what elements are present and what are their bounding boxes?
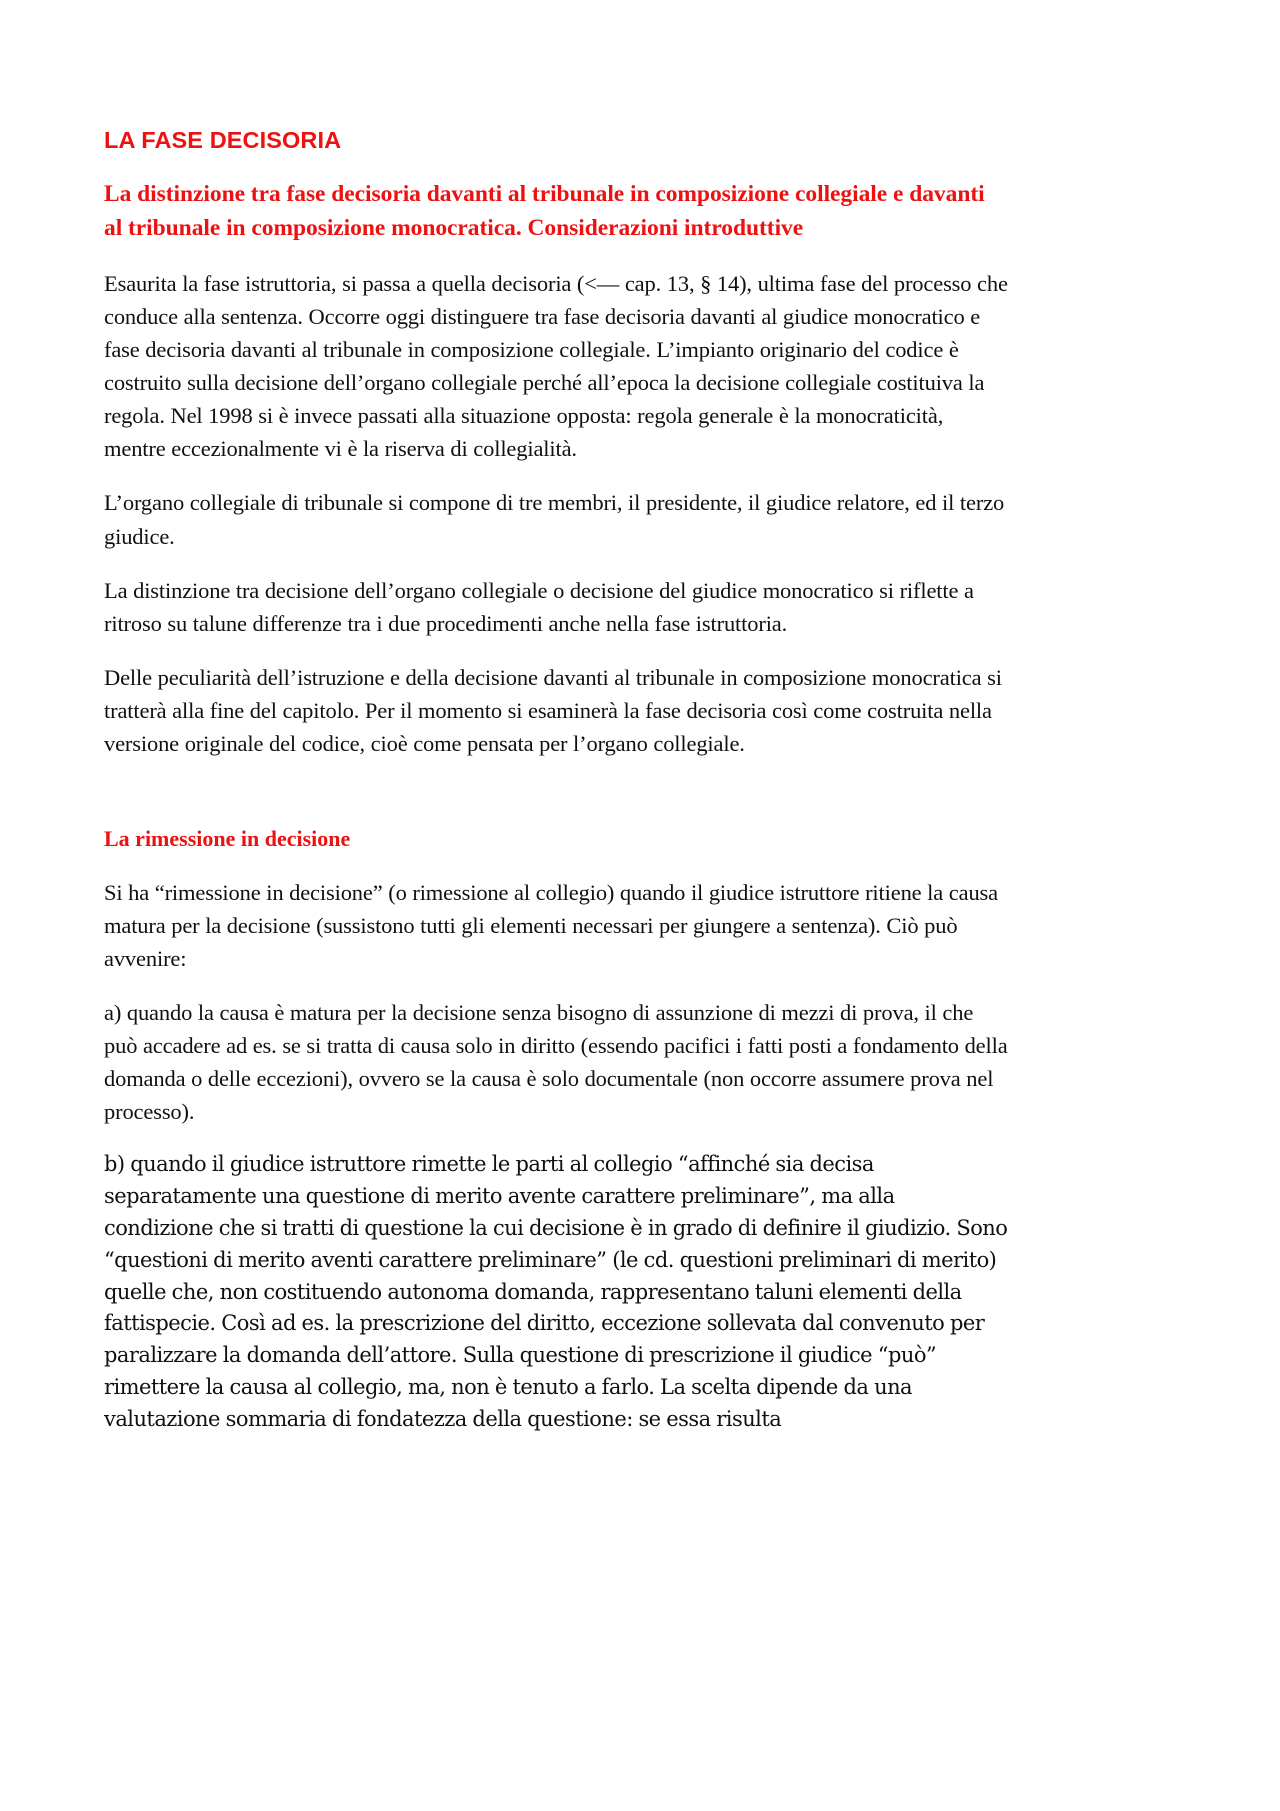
paragraph-item-a: a) quando la causa è matura per la decisione senza bisogno di assunzione di mezzi di prova, il che può accadere ad es. se si tratta di causa solo in diritto (essendo pacifici i fatti posti a fondamento della domanda o delle eccezioni), ovvero se la causa è solo documentale (non occorre assumere prova nel processo). xyxy=(104,999,1008,1124)
section-spacer xyxy=(104,781,1008,825)
paragraph-item-b: b) quando il giudice istruttore rimette le parti al collegio “affinché sia decisa separatamente una questione di merito avente carattere preliminare”, ma alla condizione che si tratti di questione la cui decisione è in grado di definire il giudizio. Sono “questioni di merito aventi carattere preliminare” (le cd. questioni preliminari di merito) quelle che, non costituendo autonoma domanda, rappresentano taluni elementi della fattispecie. Così ad es. la prescrizione del diritto, eccezione sollevata dal convenuto per paralizzare la domanda dell’attore. Sulla questione di prescrizione il giudice “può” rimettere la causa al collegio, ma, non è tenuto a farlo. La scelta dipende da una valutazione sommaria di fondatezza della questione: se essa risulta xyxy=(104,1151,1008,1432)
paragraph-rimessione-intro: Si ha “rimessione in decisione” (o rimessione al collegio) quando il giudice istruttore ritiene la causa matura per la decisione (sussistono tutti gli elementi necessari per giungere a sentenza). Ciò può avvenire: xyxy=(104,879,999,971)
paragraph-intro-2: L’organo collegiale di tribunale si compone di tre membri, il presidente, il giudice relatore, ed il terzo giudice. xyxy=(104,490,1005,549)
page-title: LA FASE DECISORIA xyxy=(104,127,342,153)
paragraph-intro-3: La distinzione tra decisione dell’organo collegiale o decisione del giudice monocratico si riflette a ritroso su talune differenze tra i due procedimenti anche nella fase istruttoria. xyxy=(104,577,974,636)
section-heading-rimessione: La rimessione in decisione xyxy=(104,825,351,851)
paragraph-intro-4: Delle peculiarità dell’istruzione e della decisione davanti al tribunale in composizione monocratica si tratterà alla fine del capitolo. Per il momento si esaminerà la fase decisoria così come costruita nella versione originale del codice, cioè come pensata per l’organo collegiale. xyxy=(104,664,1002,756)
document-content xyxy=(104,126,1008,1436)
document-subtitle: La distinzione tra fase decisoria davanti al tribunale in composizione collegiale e davanti al tribunale in composizione monocratica. Considerazioni introduttive xyxy=(104,181,985,241)
paragraph-intro-1: Esaurita la fase istruttoria, si passa a quella decisoria (<— cap. 13, § 14), ultima fase del processo che conduce alla sentenza. Occorre oggi distinguere tra fase decisoria davanti al giudice monocratico e fase decisoria davanti al tribunale in composizione collegiale. L’impianto originario del codice è costruito sulla decisione dell’organo collegiale perché all’epoca la decisione collegiale costituiva la regola. Nel 1998 si è invece passati alla situazione opposta: regola generale è la monocraticità, mentre eccezionalmente vi è la riserva di collegialità. xyxy=(104,271,1008,462)
